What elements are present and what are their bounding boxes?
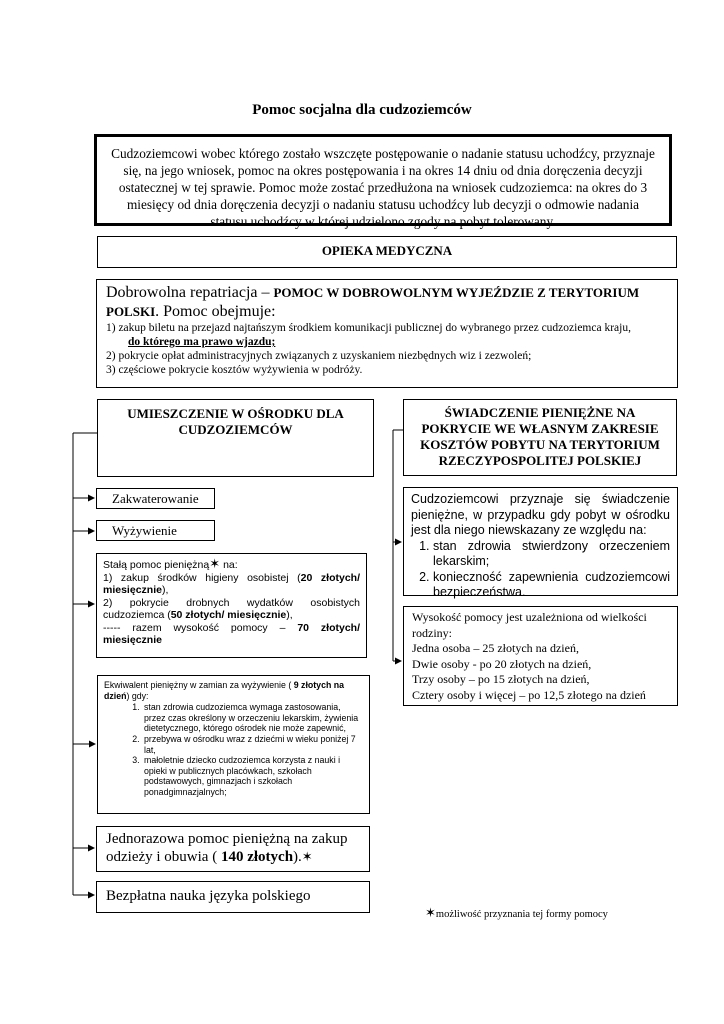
- star-icon: ✶: [425, 905, 436, 920]
- stala-line-3-tail: ),: [286, 609, 293, 621]
- star-icon: ✶: [301, 849, 313, 864]
- stala-total: 70 złotych/ miesięcznie: [103, 621, 361, 646]
- page-title: Pomoc socjalna dla cudzoziemców: [252, 102, 472, 118]
- repatriation-box: [96, 279, 678, 388]
- repat-caps: POMOC W DOBROWOLNYM WYJEŹDZIE Z TERYTORIUM POLSKI: [106, 285, 640, 319]
- wyzywienie-box: Wyżywienie: [96, 520, 215, 541]
- jednorazowa-tail: ).: [293, 849, 302, 865]
- repat-tail: . Pomoc obejmuje:: [155, 303, 276, 320]
- amounts-intro: Wysokość pomocy jest uzależniona od wielkości rodziny:: [412, 610, 647, 640]
- ekwiwalent-box: [97, 675, 370, 814]
- repat-item-3: 3) częściowe pokrycie kosztów wyżywienia w podróży.: [106, 364, 363, 376]
- jednorazowa-amount: 140 złotych: [220, 849, 294, 865]
- list-item: Trzy osoby – po 15 złotych na dzień,: [412, 672, 590, 686]
- stala-line-2: 1) zakup środków higieny osobistej (: [103, 571, 301, 584]
- repat-lead: Dobrowolna repatriacja –: [106, 284, 274, 301]
- medical-care-box: OPIEKA MEDYCZNA: [97, 236, 677, 268]
- footnote-text: możliwość przyznania tej formy pomocy: [435, 909, 608, 920]
- stala-line-3: 2) pokrycie drobnych wydatków osobistych cudzoziemca (: [103, 596, 360, 621]
- star-icon: ✶: [209, 556, 221, 571]
- ekwiwalent-intro: Ekwiwalent pieniężny w zamian za wyżywienie (: [104, 680, 294, 690]
- footnote: [425, 905, 685, 921]
- list-item: 2. przebywa w ośrodku wraz z dziećmi w wieku poniżej 7 lat,: [142, 734, 363, 755]
- stala-pomoc-box: [96, 553, 367, 658]
- nauka-box: Bezpłatna nauka języka polskiego: [96, 881, 370, 913]
- stala-line-4: ----- razem wysokość pomocy –: [103, 621, 298, 634]
- stala-amount-2: 50 złotych/ miesięcznie: [170, 609, 287, 621]
- list-item: 2. konieczność zapewnienia cudzoziemcowi bezpieczeństwa.: [433, 570, 670, 601]
- list-item: Dwie osoby - po 20 złotych na dzień,: [412, 656, 592, 671]
- ekwiwalent-list: [104, 702, 363, 797]
- ekwiwalent-amount: 9 złotych na dzień: [104, 680, 345, 701]
- left-header-box: UMIESZCZENIE W OŚRODKU DLA CUDZOZIEMCÓW: [97, 399, 374, 477]
- stala-line-2-tail: ),: [161, 584, 169, 596]
- jednorazowa-text: Jednorazowa pomoc pieniężną na zakup odzieży i obuwia (: [106, 831, 348, 865]
- conditions-list: [411, 539, 670, 601]
- list-item: 1. stan zdrowia stwierdzony orzeczeniem lekarskim;: [433, 539, 670, 570]
- intro-box: Cudzoziemcowi wobec którego zostało wszczęte postępowanie o nadanie statusu uchodźcy, przyznaje się, na jego wniosek, pomoc na okres postępowania i na okres 14 dniu od dnia doręczenia decyzji ostatecznej w tej sprawie. Pomoc może zostać przedłużona na wniosek cudzoziemca: na okres do 3 miesięcy od dnia doręczenia decyzji o nadaniu statusu uchodźcy lub decyzji o odmowie nadania statusu uchodźcy w której udzielono zgody na pobyt tolerowany.: [94, 134, 672, 226]
- list-item: 3. małoletnie dziecko cudzoziemca korzysta z nauki i opieki w publicznych placówkach, szkołach podstawowych, gimnazjach i szkołach ponadgimnazjalnych;: [142, 755, 363, 797]
- stala-line-1-tail: na:: [220, 559, 238, 571]
- list-item: Cztery osoby i więcej – po 12,5 złotego na dzień: [412, 687, 646, 702]
- zakwaterowanie-box: Zakwaterowanie: [96, 488, 215, 509]
- repat-item-1b: do którego ma prawo wjazdu;: [128, 336, 276, 348]
- list-item: 1. stan zdrowia cudzoziemca wymaga zastosowania, przez czas określony w orzeczeniu lekarskim, żywienia dietetycznego, którego ośrodek nie może zapewnić,: [142, 702, 363, 734]
- jednorazowa-box: [96, 826, 370, 872]
- repat-item-1: 1) zakup biletu na przejazd najtańszym środkiem komunikacji publicznej do wybranego przez cudzoziemca kraju,: [106, 322, 631, 334]
- list-item: Jedna osoba – 25 złotych na dzień,: [412, 641, 579, 655]
- right-header-box: ŚWIADCZENIE PIENIĘŻNE NA POKRYCIE WE WŁASNYM ZAKRESIE KOSZTÓW POBYTU NA TERYTORIUM RZECZYPOSPOLITEJ POLSKIEJ: [403, 399, 677, 476]
- stala-amount-1: 20 złotych/ miesięcznie: [103, 571, 360, 596]
- conditions-box: [403, 487, 678, 599]
- stala-line-1: Stałą pomoc pieniężną: [103, 559, 210, 571]
- ekwiwalent-intro-tail: ) gdy:: [126, 690, 149, 701]
- amounts-box: [403, 606, 678, 706]
- conditions-intro: Cudzoziemcowi przyznaje się świadczenie pieniężne, w przypadku gdy pobyt w ośrodku jest dla niego niewskazany ze względu na:: [411, 492, 670, 537]
- repat-item-2: 2) pokrycie opłat administracyjnych związanych z uzyskaniem niezbędnych wiz i zezwoleń;: [106, 350, 532, 362]
